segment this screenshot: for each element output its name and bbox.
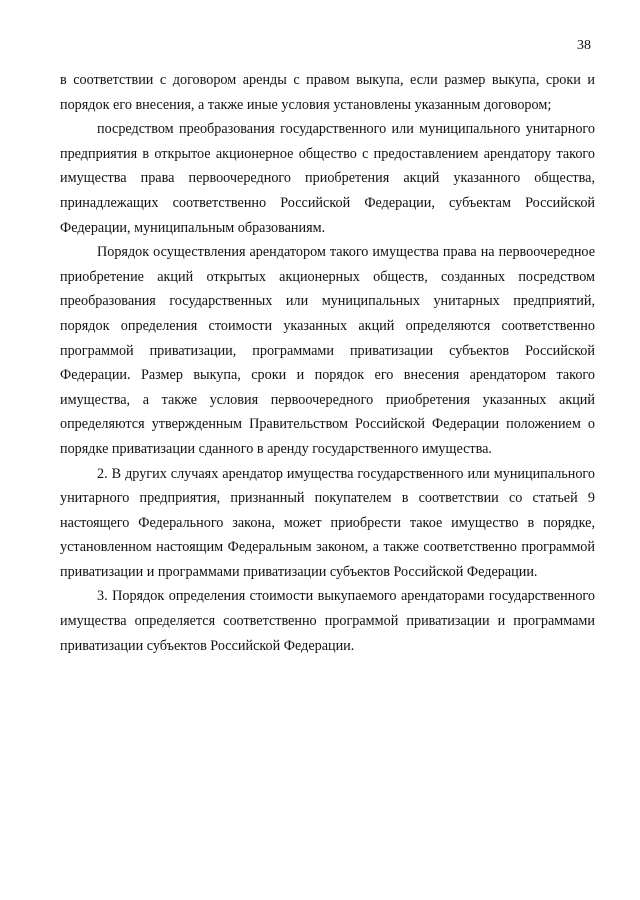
paragraph-procedure: Порядок осуществления арендатором такого имущества права на первоочередное приобретение акций открытых акционерных обществ, созданных посредством преобразования государственных или муниципальных унитарных предприятий, порядок определения стоимости указанных акций определяются соответственно программой приватизации, программами приватизации субъектов Российской Федерации. Размер выкупа, сроки и порядок его внесения арендатором такого имущества, а также условия первоочередного приобретения указанных акций определяются утвержденным Правительством Российской Федерации положением о порядке приватизации сданного в аренду государственного имущества.	[60, 244, 595, 457]
page-number: 38	[577, 38, 591, 53]
paragraph-transformation: посредством преобразования государственного или муниципального унитарного предприятия в открытое акционерное общество с предоставлением арендатору такого имущества права первоочередного приобретения акций указанного общества, принадлежащих соответственно Российской Федерации, субъектам Российской Федерации, муниципальным образованиям.	[60, 121, 595, 236]
paragraph-lease-buyout: в соответствии с договором аренды с правом выкупа, если размер выкупа, сроки и порядок его внесения, а также иные условия установлены указанным договором;	[60, 72, 595, 113]
document-body	[60, 68, 595, 658]
paragraph-item-2: 2. В других случаях арендатор имущества государственного или муниципального унитарного предприятия, признанный покупателем в соответствии со статьей 9 настоящего Федерального закона, может приобрести такое имущество в порядке, установленном настоящим Федеральным законом, а также соответственно программой приватизации и программами приватизации субъектов Российской Федерации.	[60, 465, 595, 580]
paragraph-item-3: 3. Порядок определения стоимости выкупаемого арендаторами государственного имущества определяется соответственно программой приватизации и программами приватизации субъектов Российской Федерации.	[60, 588, 595, 654]
